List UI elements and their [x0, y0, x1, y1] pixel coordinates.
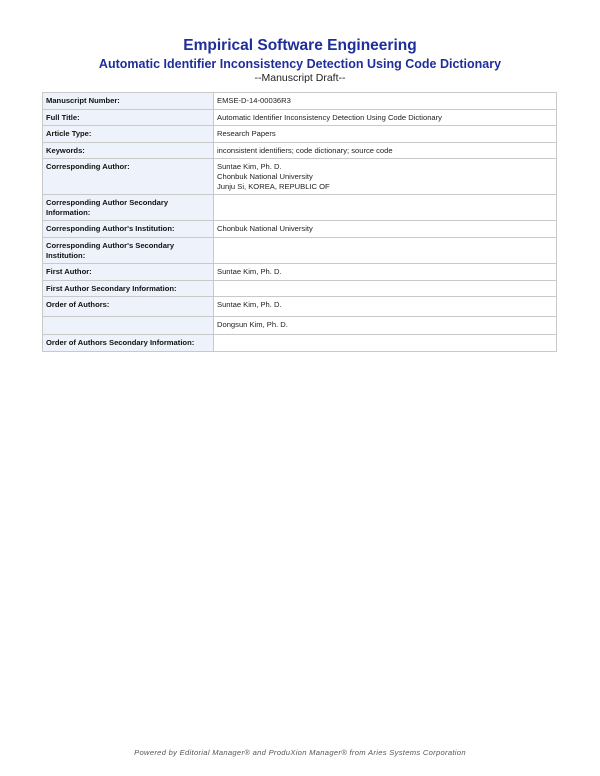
row-value: EMSE-D-14-00036R3: [214, 93, 557, 110]
table-row: [43, 159, 557, 195]
manuscript-title: Automatic Identifier Inconsistency Detection Using Code Dictionary: [98, 57, 502, 71]
table-row: [43, 334, 557, 351]
row-label: Article Type:: [43, 126, 214, 143]
author-affiliation: Chonbuk National University: [217, 171, 313, 181]
row-label: Keywords:: [43, 142, 214, 159]
table-row: [43, 142, 557, 159]
row-label: Corresponding Author's Secondary Institution:: [43, 237, 214, 263]
table-row: [43, 109, 557, 126]
row-label: Full Title:: [43, 109, 214, 126]
row-label: Manuscript Number:: [43, 93, 214, 110]
row-label: Order of Authors:: [43, 297, 214, 317]
row-value: [214, 237, 557, 263]
manuscript-info-table: [42, 92, 557, 352]
row-value: inconsistent identifiers; code dictionary; source code: [214, 142, 557, 159]
table-row: [43, 126, 557, 143]
row-value: [214, 334, 557, 351]
table-row: [43, 93, 557, 110]
row-label: [43, 316, 214, 334]
row-value: [214, 280, 557, 297]
author-name: Suntae Kim, Ph. D.: [217, 162, 282, 172]
row-label: Corresponding Author's Institution:: [43, 221, 214, 238]
table-row: [43, 316, 557, 334]
table-row: [43, 297, 557, 317]
row-label: Order of Authors Secondary Information:: [43, 334, 214, 351]
row-label: Corresponding Author:: [43, 159, 214, 195]
row-value: Research Papers: [214, 126, 557, 143]
row-label: Corresponding Author Secondary Information:: [43, 195, 214, 221]
table-row: [43, 221, 557, 238]
journal-title: Empirical Software Engineering: [183, 37, 417, 54]
row-value: [214, 159, 557, 195]
row-value: Chonbuk National University: [214, 221, 557, 238]
row-label: First Author:: [43, 264, 214, 281]
table-row: [43, 195, 557, 221]
draft-label: --Manuscript Draft--: [254, 72, 346, 84]
table-row: [43, 264, 557, 281]
row-value: Dongsun Kim, Ph. D.: [214, 316, 557, 334]
row-value: Automatic Identifier Inconsistency Detection Using Code Dictionary: [214, 109, 557, 126]
footer-credit: Powered by Editorial Manager® and ProduXion Manager® from Aries Systems Corporation: [134, 748, 466, 757]
row-value: Suntae Kim, Ph. D.: [214, 264, 557, 281]
row-value: Suntae Kim, Ph. D.: [214, 297, 557, 317]
row-label: First Author Secondary Information:: [43, 280, 214, 297]
document-header: [0, 36, 600, 84]
author-location: Junju Si, KOREA, REPUBLIC OF: [217, 181, 330, 191]
table-row: [43, 280, 557, 297]
table-row: [43, 237, 557, 263]
row-value: [214, 195, 557, 221]
